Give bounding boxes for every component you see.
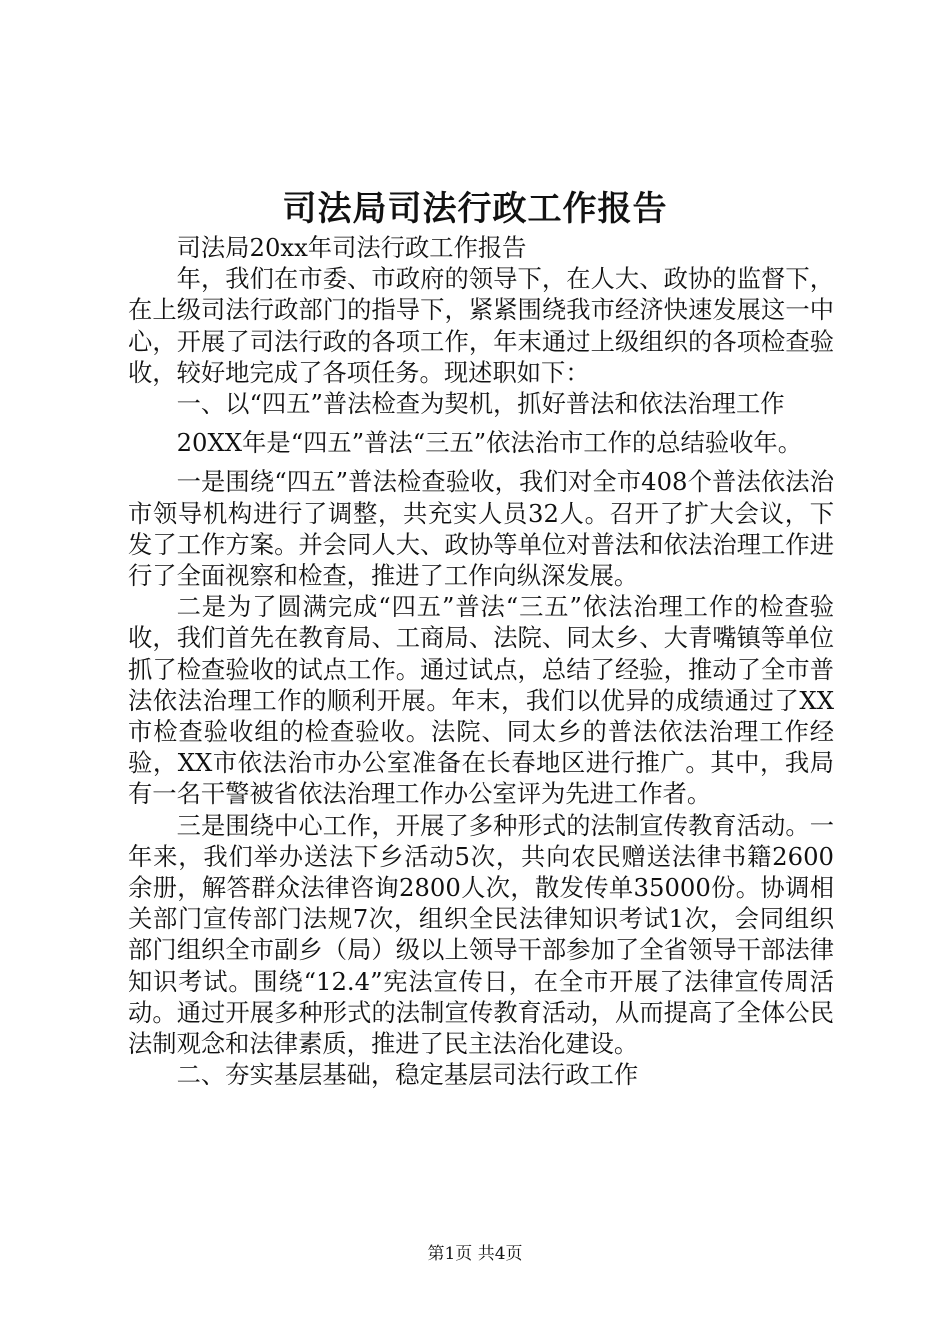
paragraph-intro: 年，我们在市委、市政府的领导下，在人大、政协的监督下，在上级司法行政部门的指导下，紧紧围绕我市经济快速发展这一中心，开展了司法行政的各项工作，年末通过上级组织的各项检查验收，较好地完成了各项任务。现述职如下： <box>128 264 834 387</box>
document-title: 司法局司法行政工作报告 <box>282 189 668 229</box>
paragraph-item-2: 二是为了圆满完成“四五”普法“三五”依法治理工作的检查验收，我们首先在教育局、工商局、法院、同太乡、大青嘴镇等单位抓了检查验收的试点工作。通过试点，总结了经验，推动了全市普法依法治理工作的顺利开展。年末，我们以优异的成绩通过了XX市检查验收组的检查验收。法院、同太乡的普法依法治理工作经验，XX市依法治市办公室准备在长春地区进行推广。其中，我局有一名干警被省依法治理工作办公室评为先进工作者。 <box>128 592 834 809</box>
paragraph-year: 20XX年是“四五”普法“三五”依法治市工作的总结验收年。 <box>176 428 803 458</box>
document-body <box>128 232 834 1090</box>
section-heading-1: 一、以“四五”普法检查为契机，抓好普法和依法治理工作 <box>176 389 785 419</box>
paragraph-item-3: 三是围绕中心工作，开展了多种形式的法制宣传教育活动。一年来，我们举办送法下乡活动5次，共向农民赠送法律书籍2600余册，解答群众法律咨询2800人次，散发传单35000份。协调相关部门宣传部门法规7次，组织全民法律知识考试1次，会同组织部门组织全市副乡（局）级以上领导干部参加了全省领导干部法律知识考试。围绕“12.4”宪法宣传日，在全市开展了法律宣传周活动。通过开展多种形式的法制宣传教育活动，从而提高了全体公民法制观念和法律素质，推进了民主法治化建设。 <box>128 810 834 1059</box>
paragraph-subtitle: 司法局20xx年司法行政工作报告 <box>176 233 527 262</box>
section-heading-2: 二、夯实基层基础，稳定基层司法行政工作 <box>176 1060 639 1090</box>
paragraph-item-1: 一是围绕“四五”普法检查验收，我们对全市408个普法依法治市领导机构进行了调整，共充实人员32人。召开了扩大会议，下发了工作方案。并会同人大、政协等单位对普法和依法治理工作进行了全面视察和检查，推进了工作向纵深发展。 <box>128 467 834 591</box>
page-number-footer: 第1页 共4页 <box>427 1244 523 1264</box>
